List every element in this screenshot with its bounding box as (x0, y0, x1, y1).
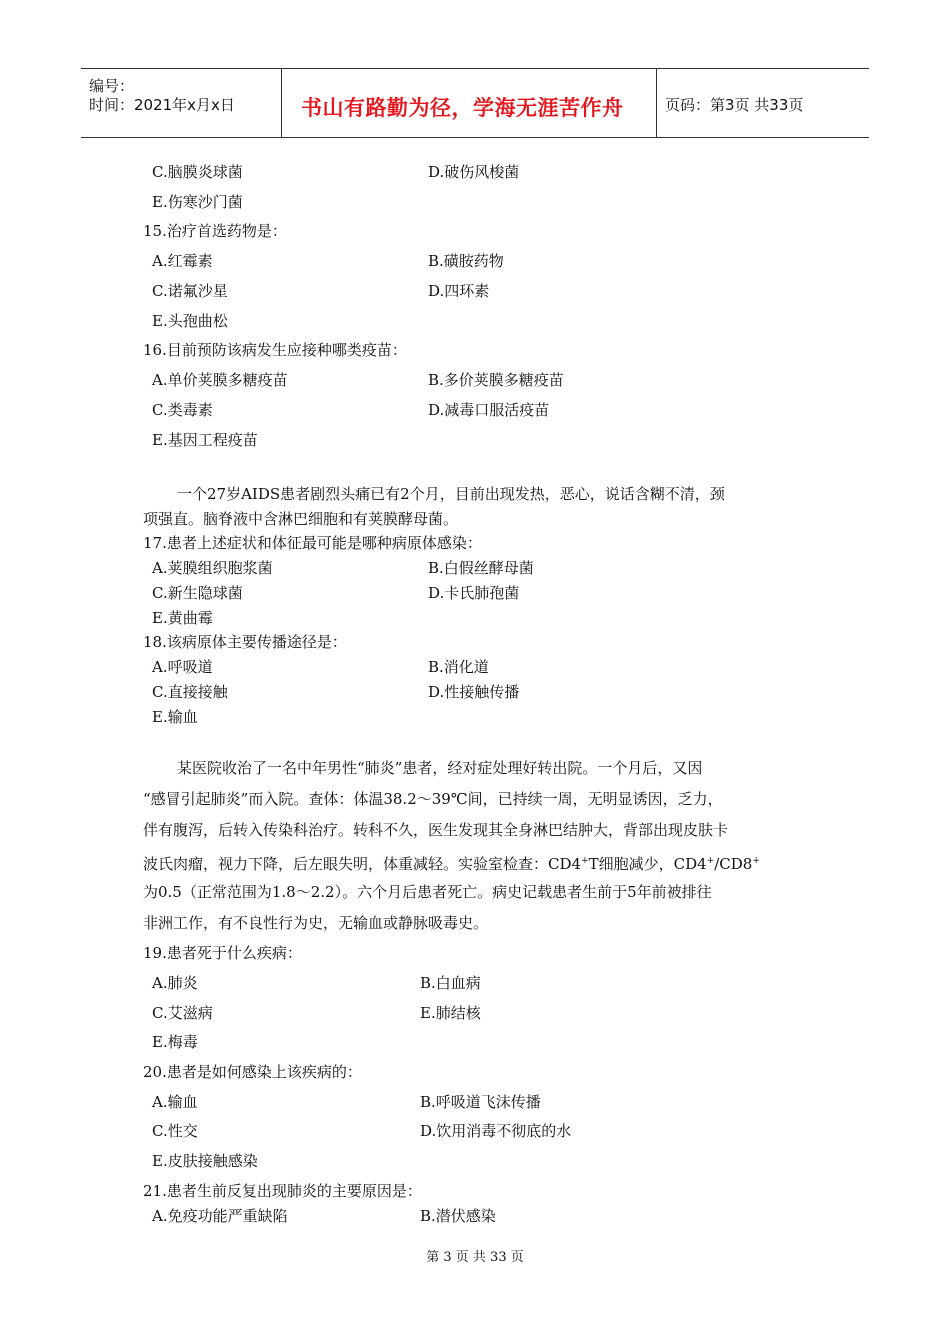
q18-option-d: D.性接触传播 (428, 683, 520, 701)
q17-option-e: E.黄曲霉 (152, 609, 213, 627)
q20-option-b: B.呼吸道飞沫传播 (420, 1093, 541, 1111)
case3-line4-part-b: T细胞减少，CD4 (588, 855, 707, 873)
q21-option-a: A.免疫功能严重缺陷 (152, 1207, 288, 1225)
case2-line1: 一个27岁AIDS患者剧烈头痛已有2个月，目前出现发热，恶心，说话含糊不清，颈 (177, 485, 725, 503)
q21-stem: 21.患者生前反复出现肺炎的主要原因是： (143, 1182, 422, 1200)
q17-option-c: C.新生隐球菌 (152, 584, 243, 602)
q14-option-e: E.伤寒沙门菌 (152, 193, 243, 211)
q18-option-b: B.消化道 (428, 658, 489, 676)
header-date: 时间：2021年x月x日 (89, 96, 235, 114)
case3-line4-part-c: /CD8 (714, 855, 753, 873)
q15-stem: 15.治疗首选药物是： (143, 222, 287, 240)
q16-option-e: E.基因工程疫苗 (152, 431, 258, 449)
header-motto: 书山有路勤为径，学海无涯苦作舟 (301, 96, 624, 120)
q18-option-e: E.输血 (152, 708, 198, 726)
q15-option-e: E.头孢曲松 (152, 312, 228, 330)
q19-option-d: E.肺结核 (420, 1004, 481, 1022)
q16-option-d: D.减毒口服活疫苗 (428, 401, 550, 419)
header-divider (281, 69, 282, 137)
case3-line2: “感冒引起肺炎”而入院。查体：体温38.2～39℃间，已持续一周，无明显诱因，乏力， (143, 790, 723, 808)
header-divider (656, 69, 657, 137)
q20-option-c: C.性交 (152, 1122, 198, 1140)
q18-option-c: C.直接接触 (152, 683, 228, 701)
q19-option-b: B.白血病 (420, 974, 481, 992)
case3-line5: 为0.5（正常范围为1.8～2.2）。六个月后患者死亡。病史记载患者生前于5年前被排往 (143, 883, 712, 901)
superscript-plus: + (752, 856, 760, 866)
q20-option-d: D.饮用消毒不彻底的水 (420, 1122, 572, 1140)
q17-stem: 17.患者上述症状和体征最可能是哪种病原体感染： (143, 534, 482, 552)
q15-option-d: D.四环素 (428, 282, 490, 300)
header-page-label: 页码：第3页 共33页 (665, 96, 804, 114)
q19-option-a: A.肺炎 (152, 974, 198, 992)
case3-line1: 某医院收治了一名中年男性“肺炎”患者，经对症处理好转出院。一个月后，又因 (177, 759, 703, 777)
q18-stem: 18.该病原体主要传播途径是： (143, 633, 347, 651)
q19-stem: 19.患者死于什么疾病： (143, 944, 302, 962)
q16-stem: 16.目前预防该病发生应接种哪类疫苗： (143, 341, 407, 359)
q17-option-d: D.卡氏肺孢菌 (428, 584, 520, 602)
case3-line3: 伴有腹泻，后转入传染科治疗。转科不久，医生发现其全身淋巴结肿大，背部出现皮肤卡 (143, 821, 729, 839)
case3-line4 (143, 851, 760, 874)
q20-stem: 20.患者是如何感染上该疾病的： (143, 1063, 362, 1081)
case3-line4-part-a: 波氏肉瘤，视力下降，后左眼失明，体重减轻。实验室检查：CD4 (143, 855, 582, 873)
q19-option-c: C.艾滋病 (152, 1004, 213, 1022)
q19-option-e: E.梅毒 (152, 1033, 198, 1051)
q14-option-c: C.脑膜炎球菌 (152, 163, 243, 181)
superscript-plus: + (581, 856, 589, 866)
case3-line6: 非洲工作，有不良性行为史，无输血或静脉吸毒史。 (143, 914, 489, 932)
q17-option-a: A.荚膜组织胞浆菌 (152, 559, 273, 577)
q15-option-b: B.磺胺药物 (428, 252, 504, 270)
q16-option-b: B.多价荚膜多糖疫苗 (428, 371, 564, 389)
q17-option-b: B.白假丝酵母菌 (428, 559, 534, 577)
q15-option-c: C.诺氟沙星 (152, 282, 228, 300)
q16-option-a: A.单价荚膜多糖疫苗 (152, 371, 288, 389)
q20-option-e: E.皮肤接触感染 (152, 1152, 258, 1170)
q20-option-a: A.输血 (152, 1093, 198, 1111)
q16-option-c: C.类毒素 (152, 401, 213, 419)
q14-option-d: D.破伤风梭菌 (428, 163, 520, 181)
case2-line2: 项强直。脑脊液中含淋巴细胞和有荚膜酵母菌。 (143, 510, 459, 528)
q18-option-a: A.呼吸道 (152, 658, 213, 676)
page-footer: 第 3 页 共 33 页 (426, 1250, 524, 1265)
q15-option-a: A.红霉素 (152, 252, 213, 270)
superscript-plus: + (706, 856, 715, 866)
page-header (81, 68, 869, 138)
header-number-label: 编号： (89, 77, 135, 95)
q21-option-b: B.潜伏感染 (420, 1207, 496, 1225)
